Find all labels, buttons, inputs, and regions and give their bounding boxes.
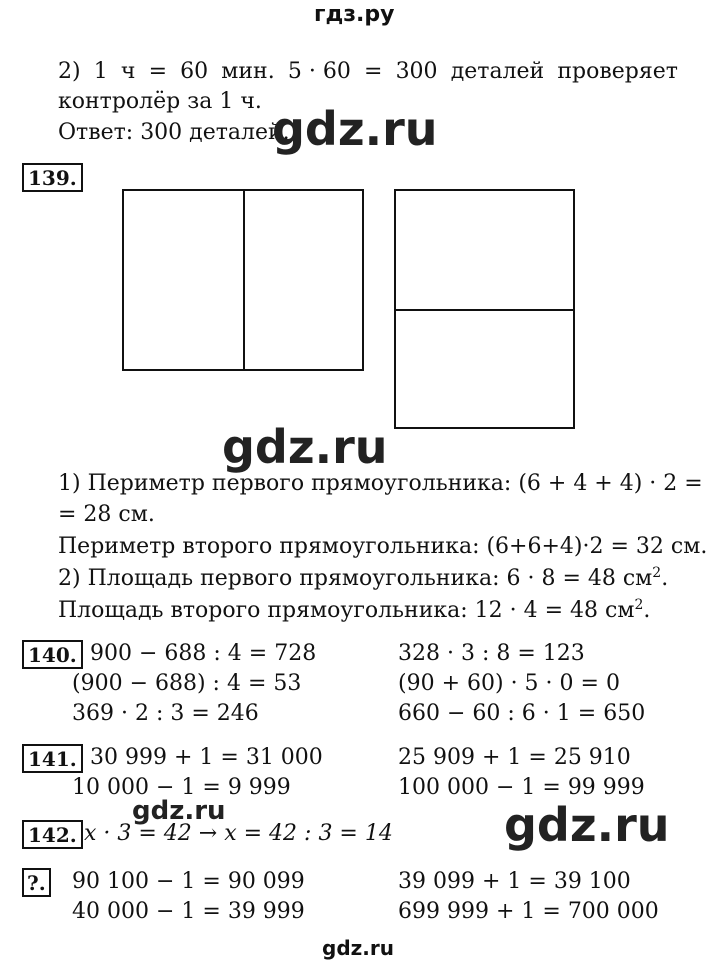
task140-left-3: 369 · 2 : 3 = 246 — [72, 701, 259, 726]
task139-line-2: = 28 см. — [58, 502, 155, 527]
text-fragment: 5 · 60 — [287, 59, 351, 84]
text-fragment: Площадь второго прямоугольника: 12 · 4 = 48 см — [58, 598, 635, 623]
task139-line-3: Периметр второго прямоугольника: (6+6+4)·2 = 32 см. — [58, 534, 708, 559]
text-fragment: 1 — [93, 59, 108, 84]
text-fragment: = — [148, 59, 167, 84]
taskq-left-1: 90 100 − 1 = 90 099 — [72, 869, 305, 894]
text-fragment: 2) Площадь первого прямоугольника: 6 · 8 = 48 см — [58, 566, 653, 591]
text-fragment: 2) — [58, 59, 81, 84]
text-fragment: . — [643, 598, 651, 623]
taskq-left-2: 40 000 − 1 = 39 999 — [72, 899, 305, 924]
task140-left-1: 900 − 688 : 4 = 728 — [90, 641, 317, 666]
task140-right-2: (90 + 60) · 5 · 0 = 0 — [398, 671, 620, 696]
watermark: gdz.ru — [272, 102, 438, 156]
task139-line-1: 1) Периметр первого прямоугольника: (6 + 4 + 4) · 2 = — [58, 471, 703, 496]
solution-line-2: контролёр за 1 ч. — [58, 89, 262, 114]
taskq-right-2: 699 999 + 1 = 700 000 — [398, 899, 659, 924]
task139-line-5 — [58, 597, 650, 625]
task-number-141: 141. — [22, 744, 83, 773]
task141-right-2: 100 000 − 1 = 99 999 — [398, 775, 645, 800]
task140-left-2: (900 − 688) : 4 = 53 — [72, 671, 302, 696]
superscript: 2 — [634, 597, 644, 613]
task141-left-1: 30 999 + 1 = 31 000 — [90, 745, 323, 770]
text-fragment: деталей — [450, 59, 545, 84]
text-fragment: = — [363, 59, 383, 84]
superscript: 2 — [652, 565, 662, 581]
task-number-139: 139. — [22, 163, 83, 192]
watermark: gdz.ru — [132, 796, 226, 826]
text-fragment: проверяет — [557, 59, 678, 84]
task-number-question: ?. — [22, 868, 51, 897]
site-footer: gdz.ru — [322, 936, 394, 960]
site-header: гдз.ру — [314, 2, 395, 27]
task139-line-4 — [58, 565, 668, 593]
text-fragment: ч — [120, 59, 136, 84]
taskq-right-1: 39 099 + 1 = 39 100 — [398, 869, 631, 894]
watermark: gdz.ru — [222, 420, 388, 474]
task140-right-3: 660 − 60 : 6 · 1 = 650 — [398, 701, 646, 726]
task141-left-2: 10 000 − 1 = 9 999 — [72, 775, 291, 800]
text-fragment: . — [661, 566, 669, 591]
watermark: gdz.ru — [504, 798, 670, 852]
text-fragment: мин. — [221, 59, 275, 84]
task141-right-1: 25 909 + 1 = 25 910 — [398, 745, 631, 770]
task-number-140: 140. — [22, 640, 83, 669]
answer-line: Ответ: 300 деталей. — [58, 120, 290, 145]
task142-line: x · 3 = 42 → x = 42 : 3 = 14 — [84, 821, 393, 846]
task-number-142: 142. — [22, 820, 83, 849]
task140-right-1: 328 · 3 : 8 = 123 — [398, 641, 585, 666]
text-fragment: 60 — [180, 59, 209, 84]
text-fragment: 300 — [395, 59, 438, 84]
